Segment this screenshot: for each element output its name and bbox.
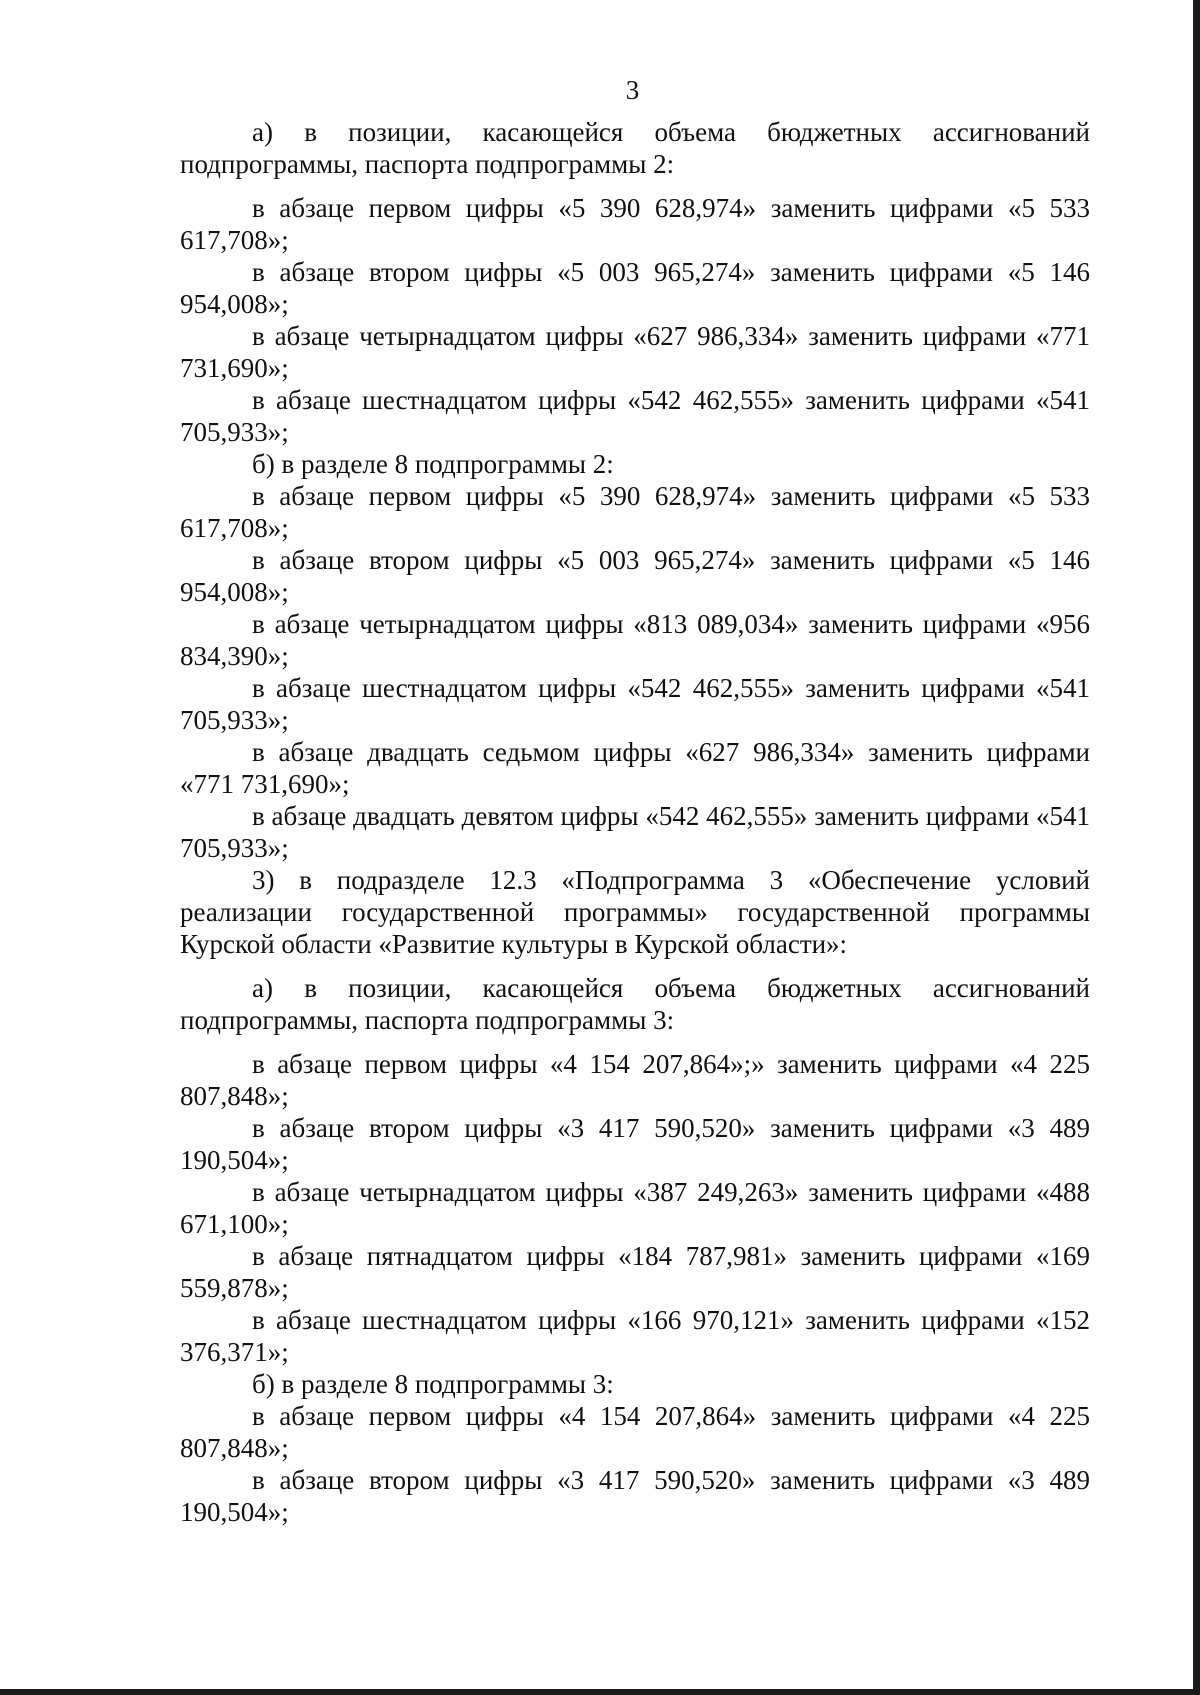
paragraph-9: в абзаце шестнадцатом цифры «542 462,555» заменить цифрами «541 705,933»; [180,673,1090,735]
paragraph-11: в абзаце двадцать девятом цифры «542 462,555» заменить цифрами «541 705,933»; [180,801,1090,863]
paragraph-2: в абзаце втором цифры «5 003 965,274» заменить цифрами «5 146 954,008»; [180,257,1090,319]
paragraph-16: в абзаце четырнадцатом цифры «387 249,263» заменить цифрами «488 671,100»; [180,1177,1090,1239]
paragraph-7: в абзаце втором цифры «5 003 965,274» заменить цифрами «5 146 954,008»; [180,545,1090,607]
paragraph-3: в абзаце четырнадцатом цифры «627 986,334» заменить цифрами «771 731,690»; [180,321,1090,383]
scan-edge-right [1193,0,1200,1695]
document-body [180,116,1090,1528]
scan-edge-bottom [0,1689,1200,1695]
paragraph-0: а) в позиции, касающейся объема бюджетных ассигнований подпрограммы, паспорта подпрограммы 2: [180,117,1090,179]
paragraph-19: б) в разделе 8 подпрограммы 3: [252,1369,614,1399]
paragraph-14: в абзаце первом цифры «4 154 207,864»;» заменить цифрами «4 225 807,848»; [180,1049,1090,1111]
paragraph-20: в абзаце первом цифры «4 154 207,864» заменить цифрами «4 225 807,848»; [180,1401,1090,1463]
paragraph-18: в абзаце шестнадцатом цифры «166 970,121» заменить цифрами «152 376,371»; [180,1305,1090,1367]
paragraph-1: в абзаце первом цифры «5 390 628,974» заменить цифрами «5 533 617,708»; [180,193,1090,255]
paragraph-17: в абзаце пятнадцатом цифры «184 787,981» заменить цифрами «169 559,878»; [180,1241,1090,1303]
paragraph-21: в абзаце втором цифры «3 417 590,520» заменить цифрами «3 489 190,504»; [180,1465,1090,1527]
paragraph-4: в абзаце шестнадцатом цифры «542 462,555» заменить цифрами «541 705,933»; [180,385,1090,447]
paragraph-10: в абзаце двадцать седьмом цифры «627 986,334» заменить цифрами «771 731,690»; [180,737,1090,799]
paragraph-15: в абзаце втором цифры «3 417 590,520» заменить цифрами «3 489 190,504»; [180,1113,1090,1175]
paragraph-13: а) в позиции, касающейся объема бюджетных ассигнований подпрограммы, паспорта подпрограммы 3: [180,973,1090,1035]
paragraph-12: 3) в подразделе 12.3 «Подпрограмма 3 «Обеспечение условий реализации государственной программы» государственной программы Курской области «Развитие культуры в Курской области»: [180,865,1090,959]
paragraph-6: в абзаце первом цифры «5 390 628,974» заменить цифрами «5 533 617,708»; [180,481,1090,543]
page-number: 3 [625,75,640,105]
paragraph-8: в абзаце четырнадцатом цифры «813 089,034» заменить цифрами «956 834,390»; [180,609,1090,671]
paragraph-5: б) в разделе 8 подпрограммы 2: [252,449,614,479]
